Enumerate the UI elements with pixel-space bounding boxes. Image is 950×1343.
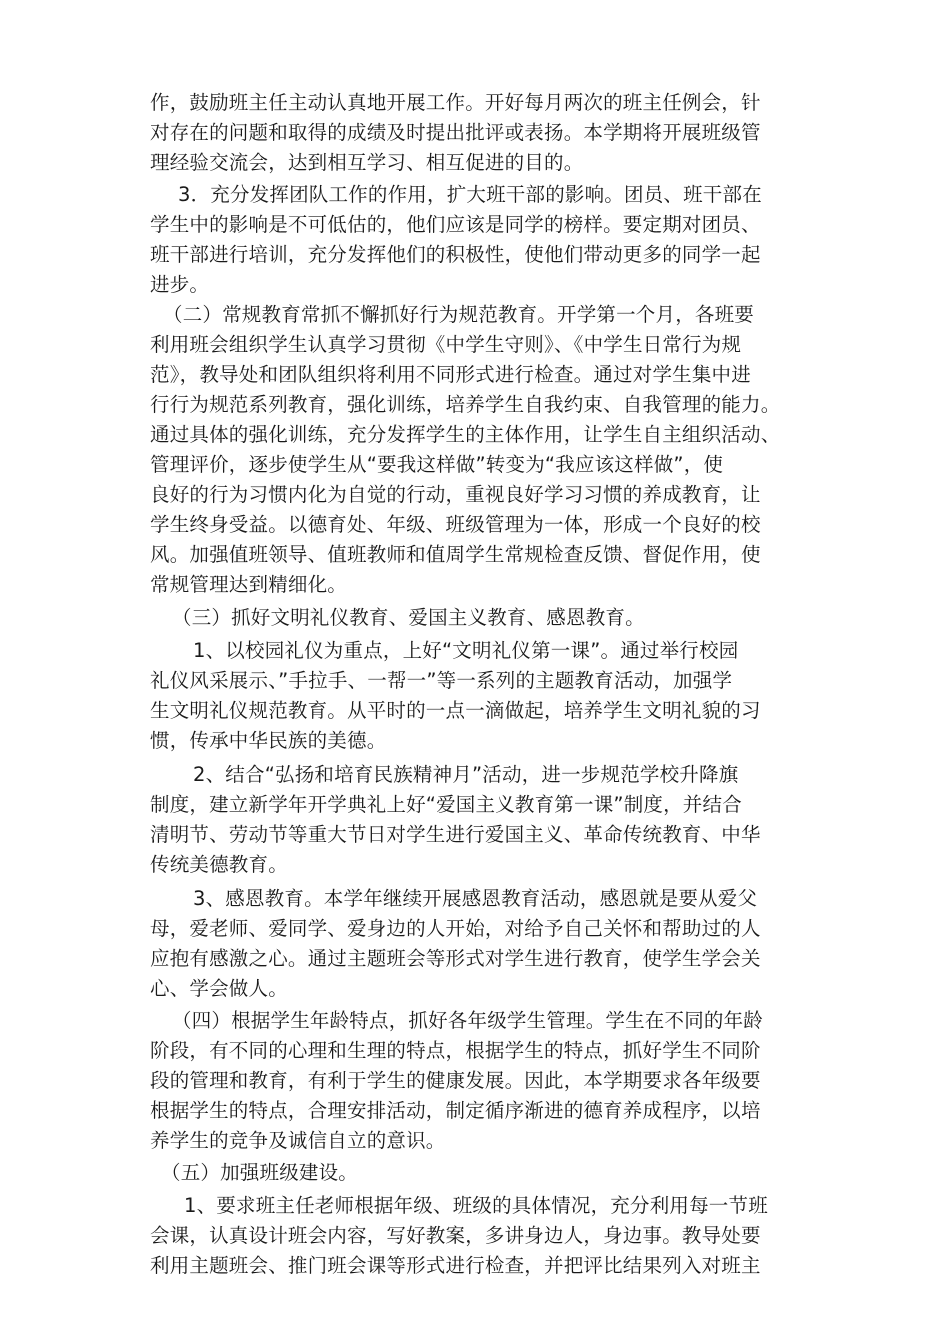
section-heading-3: （三）抓好文明礼仪教育、爱国主义教育、感恩教育。 (172, 606, 645, 629)
text-line: 会课，认真设计班会内容，写好教案，多讲身边人，身边事。教导处要 (150, 1224, 761, 1247)
text-line: 进步。 (150, 273, 210, 296)
text-line: 利用班会组织学生认真学习贯彻《中学生守则》、《中学生日常行为规 (150, 333, 742, 356)
text-line: 养学生的竞争及诚信自立的意识。 (150, 1129, 446, 1152)
text-line: 制度，建立新学年开学典礼上好“爱国主义教育第一课”制度，并结合 (150, 793, 742, 816)
text-line: 1、要求班主任老师根据年级、班级的具体情况，充分利用每一节班 (184, 1194, 768, 1217)
section-heading-5: （五）加强班级建设。 (161, 1161, 359, 1184)
text-line: 母，爱老师、爱同学、爱身边的人开始，对给予自己关怀和帮助过的人 (150, 917, 761, 940)
text-line: 惯，传承中华民族的美德。 (150, 729, 387, 752)
text-line: 范》，教导处和团队组织将利用不同形式进行检查。通过对学生集中进 (150, 363, 751, 386)
text-line: 心、学会做人。 (150, 977, 288, 1000)
text-line: 学生中的影响是不可低估的，他们应该是同学的榜样。要定期对团员、 (150, 213, 761, 236)
text-line: 管理评价，逐步使学生从“要我这样做”转变为“我应该这样做”，使 (150, 453, 724, 476)
text-line: 2、结合“弘扬和培育民族精神月”活动，进一步规范学校升降旗 (193, 763, 739, 786)
text-line: 作，鼓励班主任主动认真地开展工作。开好每月两次的班主任例会，针 (150, 91, 761, 114)
text-line: 根据学生的特点，合理安排活动，制定循序渐进的德育养成程序，以培 (150, 1099, 761, 1122)
text-line: 生文明礼仪规范教育。从平时的一点一滴做起，培养学生文明礼貌的习 (150, 699, 761, 722)
text-line: 学生终身受益。以德育处、年级、班级管理为一体，形成一个良好的校 (150, 513, 761, 536)
section-heading-4: （四）根据学生年龄特点，抓好各年级学生管理。学生在不同的年龄 (172, 1009, 764, 1032)
text-line: 段的管理和教育，有利于学生的健康发展。因此，本学期要求各年级要 (150, 1069, 761, 1092)
text-line: 风。加强值班领导、值班教师和值周学生常规检查反馈、督促作用，使 (150, 543, 761, 566)
text-line: 利用主题班会、推门班会课等形式进行检查，并把评比结果列入对班主 (150, 1254, 761, 1277)
text-line: 通过具体的强化训练，充分发挥学生的主体作用，让学生自主组织活动、 (150, 423, 781, 446)
text-line: 班干部进行培训，充分发挥他们的积极性，使他们带动更多的同学一起 (150, 243, 761, 266)
section-heading-2: （二）常规教育常抓不懈抓好行为规范教育。开学第一个月，各班要 (163, 303, 755, 326)
text-line: 礼仪风采展示、”手拉手、一帮一”等一系列的主题教育活动，加强学 (150, 669, 733, 692)
text-line: 1、以校园礼仪为重点，上好“文明礼仪第一课”。通过举行校园 (193, 639, 739, 662)
text-line: 清明节、劳动节等重大节日对学生进行爱国主义、革命传统教育、中华 (150, 823, 761, 846)
text-line: 3、感恩教育。本学年继续开展感恩教育活动，感恩就是要从爱父 (193, 887, 758, 910)
text-line: 阶段，有不同的心理和生理的特点，根据学生的特点，抓好学生不同阶 (150, 1039, 761, 1062)
text-line: 传统美德教育。 (150, 853, 288, 876)
text-line: 应抱有感激之心。通过主题班会等形式对学生进行教育，使学生学会关 (150, 947, 761, 970)
text-line: 行行为规范系列教育，强化训练，培养学生自我约束、自我管理的能力。 (150, 393, 781, 416)
text-line: 理经验交流会，达到相互学习、相互促进的目的。 (150, 151, 584, 174)
text-line: 良好的行为习惯内化为自觉的行动，重视良好学习习惯的养成教育，让 (150, 483, 761, 506)
text-line: 对存在的问题和取得的成绩及时提出批评或表扬。本学期将开展班级管 (150, 121, 761, 144)
text-line: 常规管理达到精细化。 (150, 573, 348, 596)
text-line: 3．充分发挥团队工作的作用，扩大班干部的影响。团员、班干部在 (178, 183, 762, 206)
